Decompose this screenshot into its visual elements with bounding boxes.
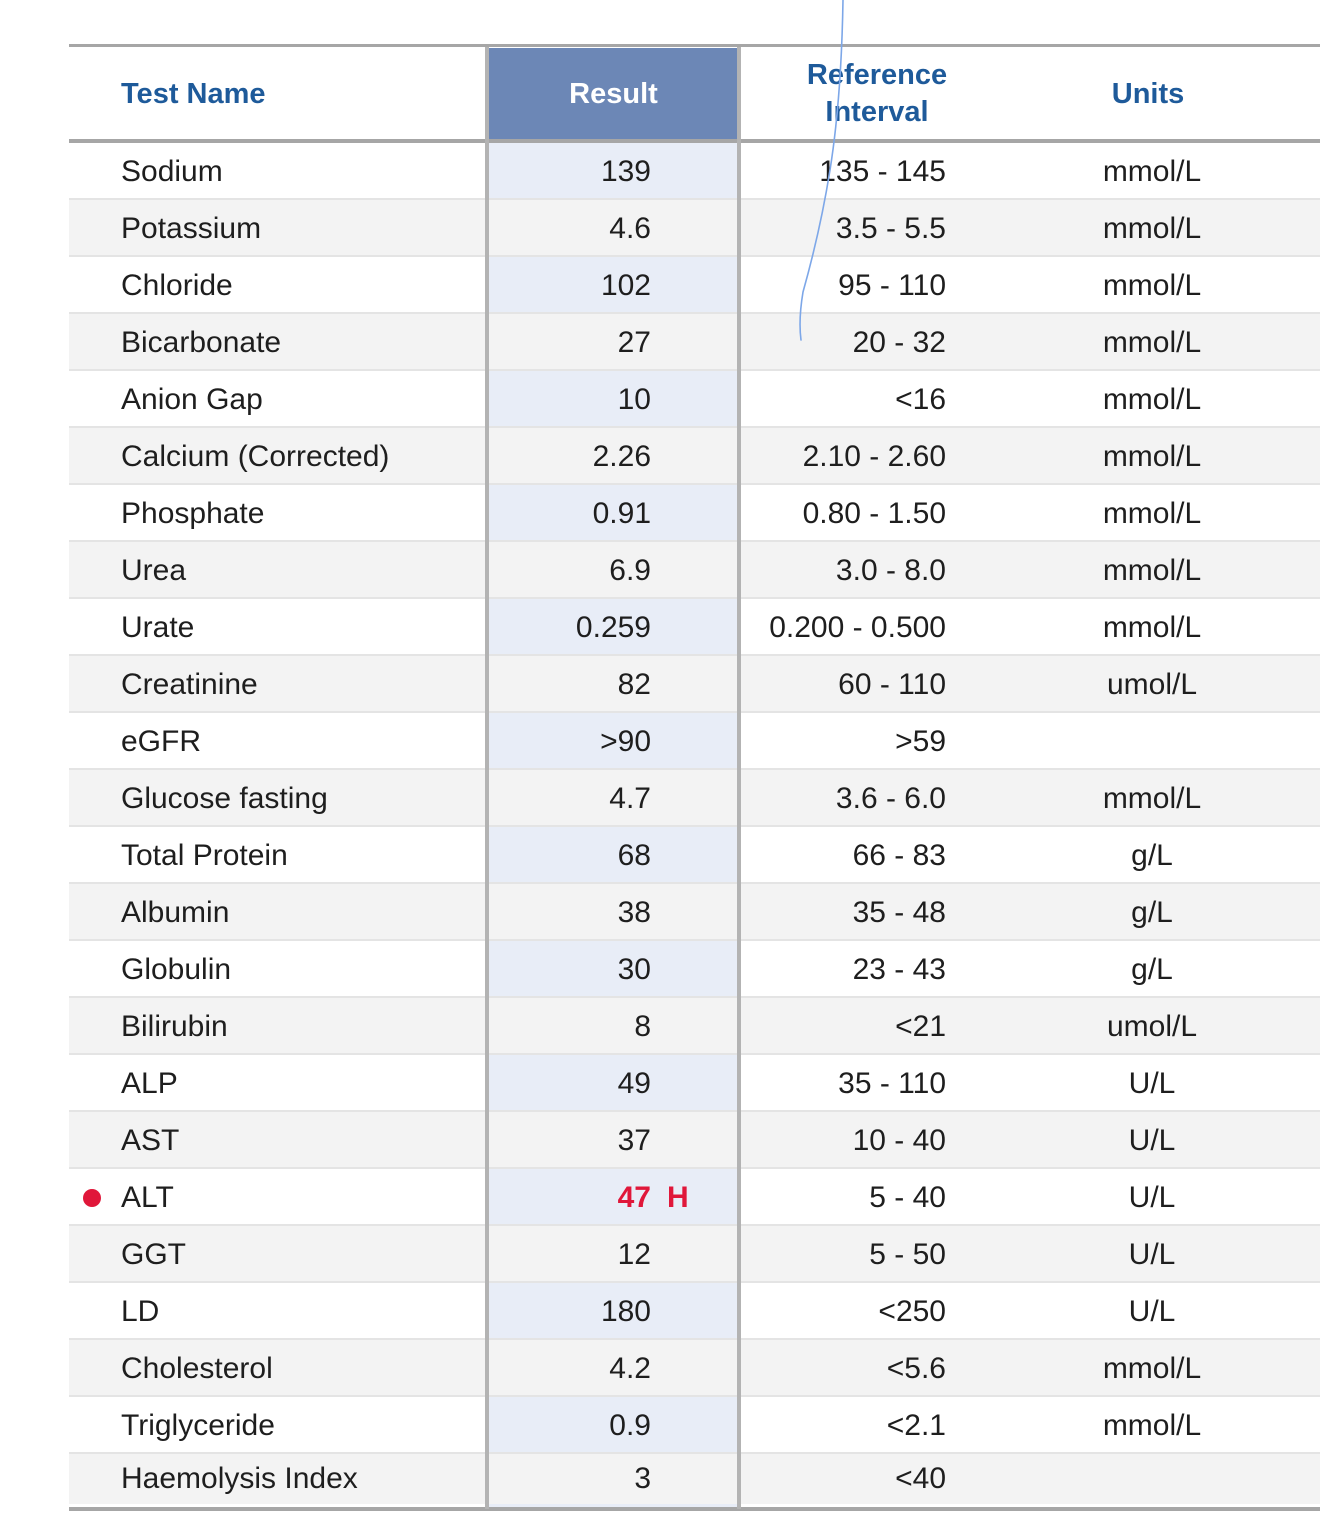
result-cell: 10: [617, 382, 651, 416]
result-cell: 3: [634, 1462, 651, 1495]
result-cell: 8: [634, 1009, 651, 1043]
units-cell: mmol/L: [1102, 1408, 1202, 1442]
result-cell: 0.259: [575, 610, 651, 644]
reference-interval-cell: <16: [895, 382, 946, 416]
result-cell: 2.26: [592, 439, 651, 473]
units-cell: mmol/L: [1102, 211, 1202, 245]
result-cell: 6.9: [609, 553, 651, 587]
reference-interval-cell: 10 - 40: [852, 1123, 946, 1157]
units-cell: mmol/L: [1102, 439, 1202, 473]
test-name-cell: ALP: [121, 1066, 178, 1100]
header-test-name: Test Name: [121, 77, 266, 110]
result-cell: 180: [600, 1294, 651, 1328]
reference-interval-cell: 66 - 83: [852, 838, 946, 872]
reference-interval-cell: <2.1: [886, 1408, 946, 1442]
result-cell: 37: [617, 1123, 651, 1157]
result-cell: 49: [617, 1066, 651, 1100]
result-flag: H: [667, 1180, 689, 1214]
units-cell: mmol/L: [1102, 268, 1202, 302]
test-name-cell: Haemolysis Index: [121, 1462, 358, 1495]
result-cell: 68: [617, 838, 651, 872]
header-reference-line1: Reference: [806, 59, 948, 91]
result-cell: >90: [600, 724, 651, 758]
test-name-cell: Anion Gap: [121, 382, 263, 416]
header-units: Units: [1111, 77, 1185, 110]
reference-interval-cell: >59: [895, 724, 946, 758]
test-name-cell: Urate: [121, 610, 195, 644]
result-cell: 38: [617, 895, 651, 929]
units-cell: U/L: [1128, 1294, 1176, 1328]
units-cell: mmol/L: [1102, 553, 1202, 587]
units-cell: g/L: [1131, 838, 1173, 872]
reference-interval-cell: 35 - 110: [838, 1066, 946, 1100]
reference-interval-cell: <21: [895, 1009, 946, 1043]
result-cell: 0.9: [609, 1408, 651, 1442]
units-cell: mmol/L: [1102, 610, 1202, 644]
result-cell: 4.7: [609, 781, 651, 815]
header-reference-line2: Interval: [825, 96, 929, 128]
units-cell: mmol/L: [1102, 1351, 1202, 1385]
reference-interval-cell: 0.80 - 1.50: [802, 496, 946, 530]
units-cell: g/L: [1131, 895, 1173, 929]
reference-interval-cell: 2.10 - 2.60: [802, 439, 946, 473]
test-name-cell: Globulin: [121, 952, 232, 986]
reference-interval-cell: <250: [878, 1294, 946, 1328]
test-name-cell: ALT: [121, 1180, 174, 1214]
reference-interval-cell: 5 - 50: [869, 1237, 946, 1271]
reference-interval-cell: 60 - 110: [838, 667, 946, 701]
reference-interval-cell: <40: [895, 1462, 946, 1495]
result-cell: 139: [600, 154, 651, 188]
units-cell: U/L: [1128, 1237, 1176, 1271]
units-cell: mmol/L: [1102, 496, 1202, 530]
test-name-cell: Urea: [121, 553, 187, 587]
test-name-cell: Albumin: [121, 895, 230, 929]
result-cell: 82: [617, 667, 651, 701]
test-name-cell: LD: [121, 1294, 160, 1328]
units-cell: mmol/L: [1102, 781, 1202, 815]
units-cell: U/L: [1128, 1180, 1176, 1214]
test-name-cell: Creatinine: [121, 667, 258, 701]
reference-interval-cell: 3.5 - 5.5: [835, 211, 946, 245]
test-name-cell: Bicarbonate: [121, 325, 282, 359]
test-name-cell: Phosphate: [121, 496, 265, 530]
units-cell: g/L: [1131, 952, 1173, 986]
result-cell: 4.6: [609, 211, 651, 245]
test-name-cell: Triglyceride: [121, 1408, 275, 1442]
units-cell: umol/L: [1106, 667, 1198, 701]
result-cell: 12: [617, 1237, 651, 1271]
test-name-cell: Glucose fasting: [121, 781, 328, 815]
test-name-cell: Cholesterol: [121, 1351, 273, 1385]
reference-interval-cell: 35 - 48: [852, 895, 946, 929]
reference-interval-cell: <5.6: [886, 1351, 946, 1385]
test-name-cell: GGT: [121, 1237, 186, 1271]
test-name-cell: AST: [121, 1123, 180, 1157]
units-cell: umol/L: [1106, 1009, 1198, 1043]
reference-interval-cell: 5 - 40: [869, 1180, 946, 1214]
header-result: Result: [569, 77, 658, 110]
result-cell: 4.2: [609, 1351, 651, 1385]
result-cell: 0.91: [592, 496, 651, 530]
reference-interval-cell: 3.6 - 6.0: [835, 781, 946, 815]
reference-interval-cell: 95 - 110: [838, 268, 946, 302]
result-cell: 30: [617, 952, 651, 986]
test-name-cell: Potassium: [121, 211, 262, 245]
result-cell: 102: [600, 268, 651, 302]
test-name-cell: Bilirubin: [121, 1009, 228, 1043]
reference-interval-cell: 3.0 - 8.0: [835, 553, 946, 587]
units-cell: U/L: [1128, 1066, 1176, 1100]
units-cell: mmol/L: [1102, 325, 1202, 359]
result-cell: 27: [617, 325, 651, 359]
test-name-cell: Sodium: [121, 154, 223, 188]
reference-interval-cell: 23 - 43: [852, 952, 946, 986]
reference-interval-cell: 20 - 32: [852, 325, 946, 359]
reference-interval-cell: 135 - 145: [819, 154, 946, 188]
test-name-cell: Calcium (Corrected): [121, 439, 390, 473]
test-name-cell: Total Protein: [121, 838, 288, 872]
test-name-cell: Chloride: [121, 268, 233, 302]
result-cell: 47: [617, 1180, 651, 1214]
units-cell: U/L: [1128, 1123, 1176, 1157]
units-cell: mmol/L: [1102, 382, 1202, 416]
test-name-cell: eGFR: [121, 724, 202, 758]
reference-interval-cell: 0.200 - 0.500: [769, 610, 946, 644]
units-cell: mmol/L: [1102, 154, 1202, 188]
